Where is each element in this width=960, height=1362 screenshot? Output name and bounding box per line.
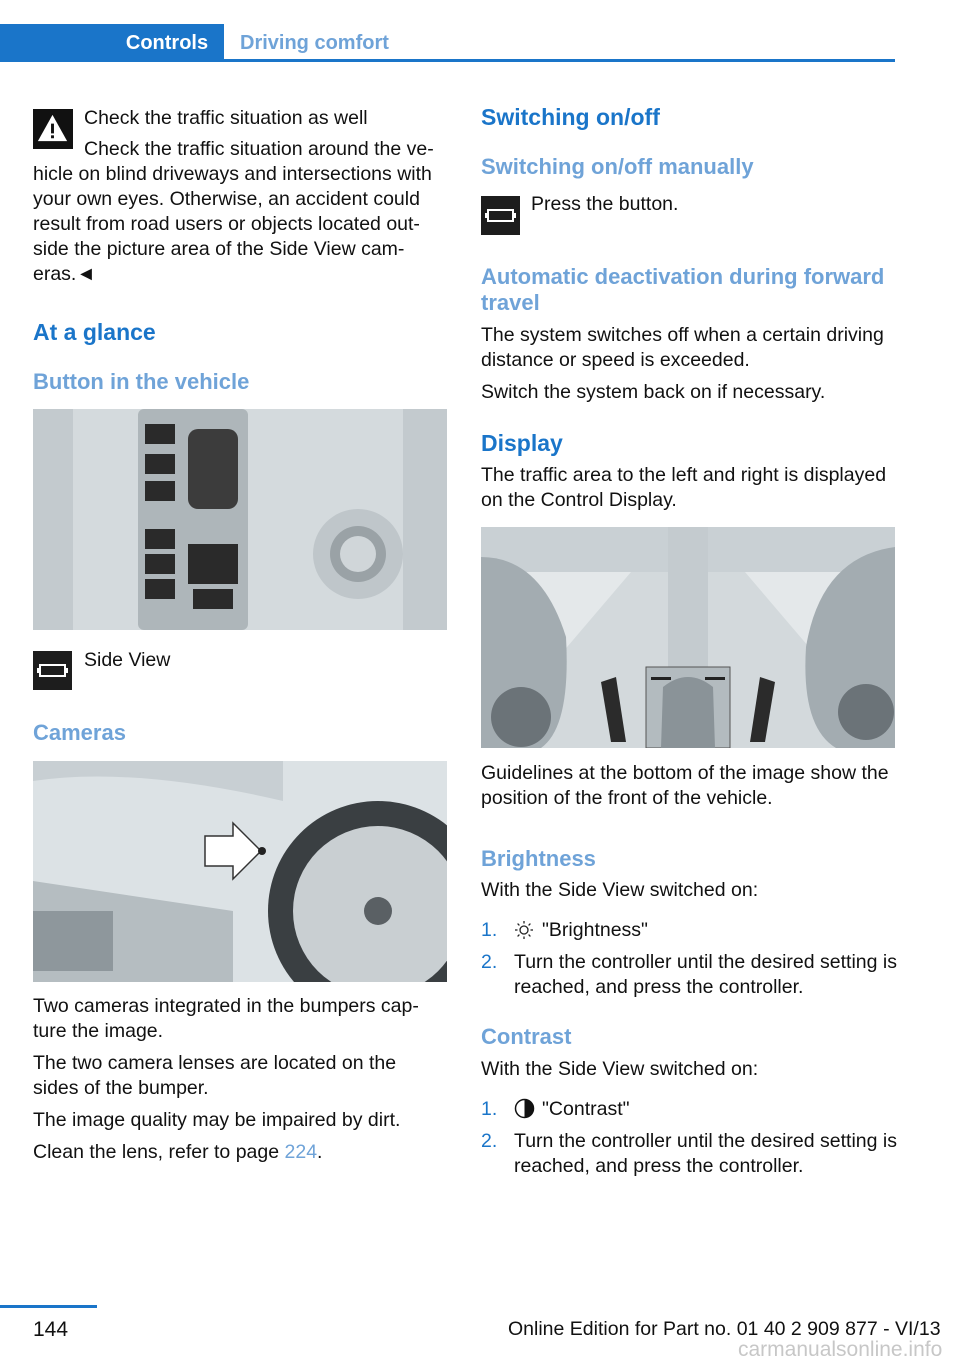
tab-driving-comfort[interactable]: Driving comfort <box>240 32 389 54</box>
contrast-step2-number: 2. <box>481 1130 498 1152</box>
heading-switching-on-off: Switching on/off <box>481 104 660 130</box>
display-paragraph: The traffic area to the left and right is displayed on the Control Display. <box>481 464 887 511</box>
heading-at-a-glance: At a glance <box>33 319 156 345</box>
watermark: carmanualsonline.info <box>738 1338 943 1361</box>
tab-controls[interactable]: Controls <box>110 24 224 62</box>
guidelines-paragraph: Guidelines at the bottom of the image show the position of the front of the vehicle. <box>481 762 889 809</box>
cameras-paragraph-4 <box>33 1140 445 1165</box>
auto-paragraph-2: Switch the system back on if necessary. <box>481 381 826 403</box>
brightness-step1-text: "Brightness" <box>542 919 648 941</box>
edition-text: Online Edition for Part no. 01 40 2 909 877 - VI/13 <box>508 1318 941 1340</box>
sun-brightness-icon <box>514 920 534 940</box>
contrast-step2-text: Turn the controller until the desired setting is reached, and press the controller. <box>514 1130 897 1177</box>
contrast-step1-number: 1. <box>481 1098 498 1120</box>
heading-display: Display <box>481 430 563 456</box>
brightness-step2-text: Turn the controller until the desired setting is reached, and press the controller. <box>514 951 897 998</box>
page-number: 144 <box>33 1318 69 1341</box>
brightness-step2-number: 2. <box>481 951 498 973</box>
header-bar <box>0 24 110 62</box>
heading-brightness: Brightness <box>481 846 596 871</box>
page-224-link[interactable]: 224 <box>284 1141 318 1163</box>
auto-paragraph-1: The system switches off when a certain driving distance or speed is exceeded. <box>481 324 884 371</box>
contrast-icon <box>514 1098 535 1119</box>
warning-triangle-icon <box>33 109 73 149</box>
side-view-button-icon <box>481 196 520 235</box>
contrast-intro: With the Side View switched on: <box>481 1058 759 1080</box>
contrast-step1-text: "Contrast" <box>542 1098 630 1120</box>
warning-text: hicle on blind driveways and intersections with your own eyes. Otherwise, an accident could result from road users or objects located out-side the picture area of the Side View cam-eras.◄ <box>33 163 432 285</box>
cameras-image <box>33 761 447 982</box>
brightness-step1-number: 1. <box>481 919 498 941</box>
button-in-vehicle-image <box>33 409 447 630</box>
brightness-intro: With the Side View switched on: <box>481 879 759 901</box>
heading-switching-manually: Switching on/off manually <box>481 154 754 179</box>
side-view-label: Side View <box>84 649 171 671</box>
press-button-text: Press the button. <box>531 193 679 215</box>
cameras-paragraph-2: The two camera lenses are located on the sides of the bumper. <box>33 1052 397 1099</box>
cameras-paragraph-3: The image quality may be impaired by dirt. <box>33 1109 401 1131</box>
heading-automatic-deactivation: Automatic deactivation during forward travel <box>481 264 885 315</box>
warning-line1: Check the traffic situation around the ve- <box>84 138 434 160</box>
heading-button-in-vehicle: Button in the vehicle <box>33 369 250 394</box>
warning-title: Check the traffic situation as well <box>84 107 368 129</box>
heading-contrast: Contrast <box>481 1024 572 1049</box>
display-image <box>481 527 895 748</box>
cameras-paragraph-1: Two cameras integrated in the bumpers cap-ture the image. <box>33 995 419 1042</box>
cameras-p4-suffix: . <box>317 1141 323 1163</box>
cameras-p4-prefix: Clean the lens, refer to page <box>33 1141 285 1163</box>
side-view-camera-icon <box>33 651 72 690</box>
heading-cameras: Cameras <box>33 720 126 745</box>
footer-rule <box>0 1305 97 1308</box>
header-rule <box>0 59 895 62</box>
